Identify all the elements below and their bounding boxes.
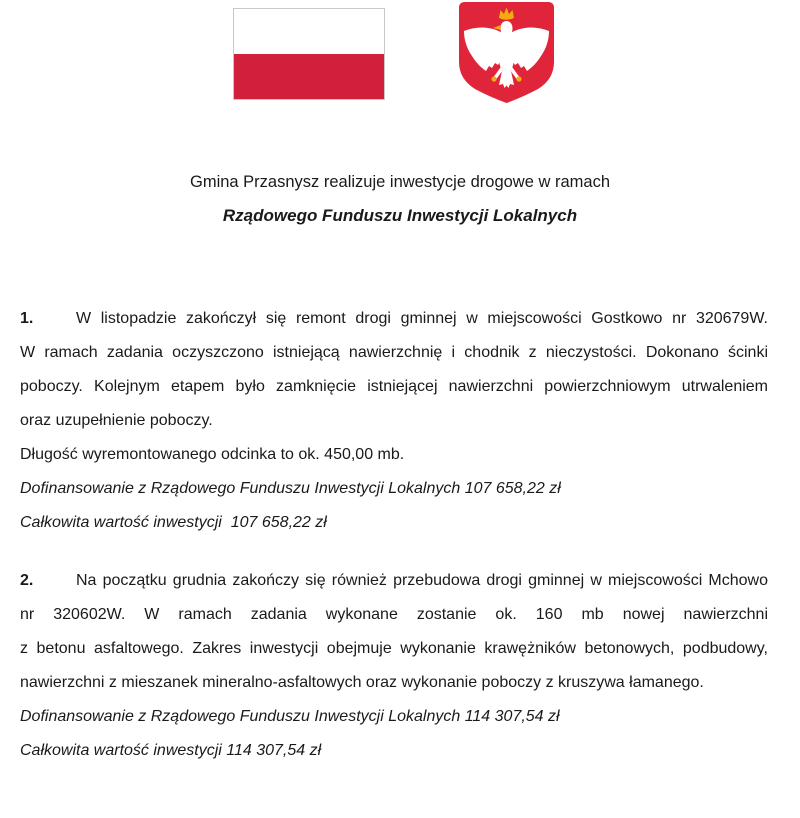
paragraph-1 <box>20 302 768 540</box>
flag-white-stripe <box>234 9 384 54</box>
paragraph-2-line-1 <box>20 564 768 598</box>
paragraph-1-funding-line: Dofinansowanie z Rządowego Funduszu Inwestycji Lokalnych 107 658,22 zł <box>20 480 561 497</box>
title-line-1: Gmina Przasnysz realizuje inwestycje drogowe w ramach <box>190 173 610 191</box>
paragraph-2-line-1-text: Na początku grudnia zakończy się również przebudowa drogi gminnej w miejscowości Mchowo <box>76 572 768 589</box>
paragraph-2 <box>20 564 768 768</box>
polish-coat-of-arms-image <box>459 2 554 103</box>
title-line-2: Rządowego Funduszu Inwestycji Lokalnych <box>222 206 578 225</box>
polish-eagle-emblem <box>459 2 554 103</box>
paragraph-1-number: 1. <box>20 310 34 327</box>
paragraph-2-total-value-line: Całkowita wartość inwestycji 114 307,54 zł <box>20 742 322 759</box>
paragraph-1-length-note: Długość wyremontowanego odcinka to ok. 450,00 mb. <box>20 446 405 463</box>
paragraph-2-line-4: nawierzchni z mieszanek mineralno-asfaltowych oraz wykonanie poboczy z kruszywa łamanego. <box>20 674 704 691</box>
flag-red-stripe <box>234 54 384 99</box>
paragraph-2-number: 2. <box>20 572 34 589</box>
paragraph-2-line-3: z betonu asfaltowego. Zakres inwestycji obejmuje wykonanie krawężników betonowych, podbudowy, <box>20 640 768 657</box>
paragraph-1-line-1 <box>20 302 768 336</box>
paragraph-2-funding-line: Dofinansowanie z Rządowego Funduszu Inwestycji Lokalnych 114 307,54 zł <box>20 708 560 725</box>
paragraph-1-total-value-line: Całkowita wartość inwestycji 107 658,22 zł <box>20 514 327 531</box>
document-title <box>0 165 800 233</box>
polish-flag-image <box>233 8 385 100</box>
paragraph-1-line-4: oraz uzupełnienie poboczy. <box>20 412 213 429</box>
paragraph-1-line-3: poboczy. Kolejnym etapem było zamknięcie istniejącej nawierzchni powierzchniowym utrwaleniem <box>20 378 768 395</box>
paragraph-1-line-1-text: W listopadzie zakończył się remont drogi gminnej w miejscowości Gostkowo nr 320679W. <box>76 310 768 327</box>
paragraph-1-line-2: W ramach zadania oczyszczono istniejącą nawierzchnię i chodnik z nieczystości. Dokonano ścinki <box>20 344 768 361</box>
paragraph-2-line-2: nr 320602W. W ramach zadania wykonane zostanie ok. 160 mb nowej nawierzchni <box>20 606 768 623</box>
